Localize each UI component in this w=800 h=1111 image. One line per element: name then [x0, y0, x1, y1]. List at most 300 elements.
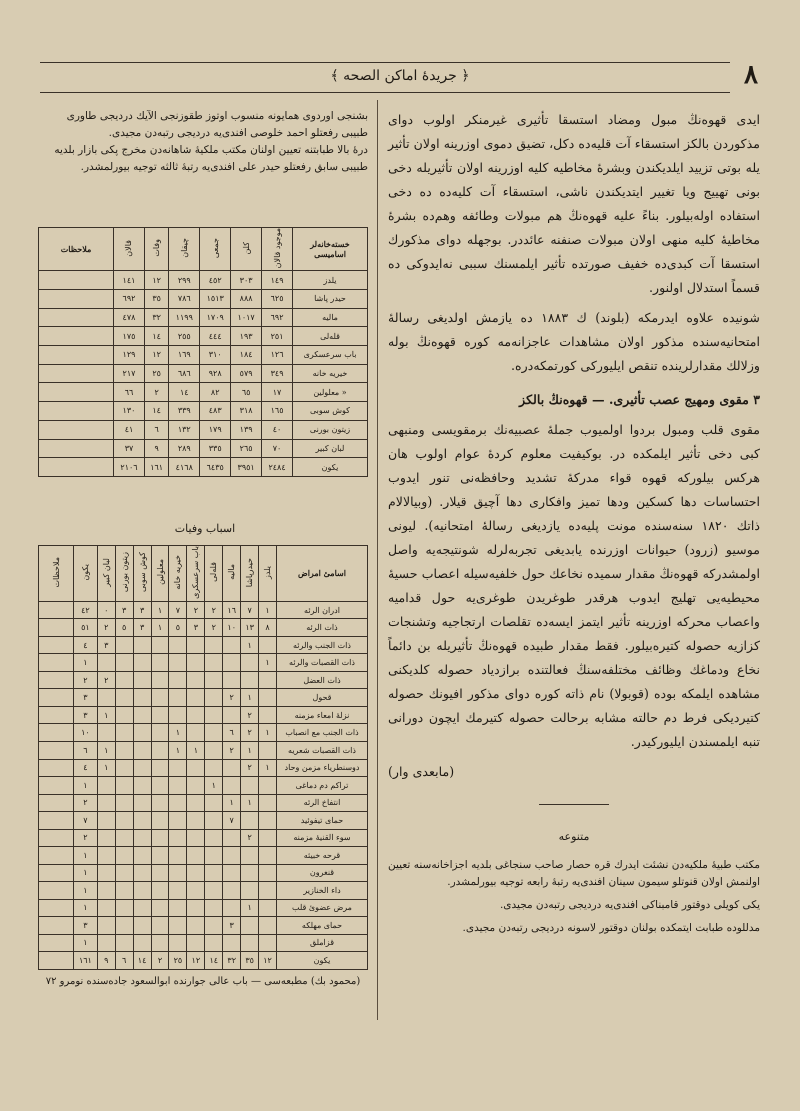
table-row	[39, 952, 368, 970]
table-cell: ٢١٧	[114, 364, 145, 383]
table-cell	[151, 882, 169, 900]
table-row	[39, 308, 368, 327]
table-row	[39, 271, 368, 290]
table-cell	[133, 864, 151, 882]
table-cell	[259, 847, 277, 865]
table-cell	[205, 829, 223, 847]
table-cell	[151, 864, 169, 882]
table-cell	[39, 636, 74, 654]
table-cell: ١	[205, 777, 223, 795]
table-cell	[39, 829, 74, 847]
table-cell	[241, 917, 259, 935]
table-cell: ٦٩٢	[262, 308, 293, 327]
table-cell	[151, 636, 169, 654]
table-cell	[259, 934, 277, 952]
table-cell	[133, 917, 151, 935]
table-row	[39, 934, 368, 952]
table-cell: ٢	[223, 741, 241, 759]
table-row	[39, 759, 368, 777]
table-cell	[187, 829, 205, 847]
table-cell	[133, 706, 151, 724]
table-cell	[151, 829, 169, 847]
table-cell: نزلهٔ امعاء مزمنه	[277, 706, 368, 724]
table-cell: ١	[241, 741, 259, 759]
causes-of-death-table	[38, 545, 368, 970]
table-cell: ١	[241, 689, 259, 707]
table-row	[39, 917, 368, 935]
table-cell: دوسنطرياء مزمن وحاد	[277, 759, 368, 777]
table-cell	[187, 654, 205, 672]
table-cell: ٩	[97, 952, 115, 970]
table-header: زيتون بورنى	[119, 552, 129, 593]
table-cell: ٣٤٩	[262, 364, 293, 383]
table-cell	[39, 706, 74, 724]
table-cell: ١	[259, 654, 277, 672]
table-row	[39, 290, 368, 309]
table-cell	[133, 812, 151, 830]
table-cell: ٦٥	[231, 383, 262, 402]
table-cell	[169, 759, 187, 777]
table-cell	[241, 812, 259, 830]
table-row	[39, 882, 368, 900]
table-cell: ٤٢	[74, 601, 98, 619]
table-cell	[39, 812, 74, 830]
table-cell	[39, 741, 74, 759]
table-cell	[205, 934, 223, 952]
table-cell	[115, 882, 133, 900]
table-cell	[115, 829, 133, 847]
table-cell: ٣	[133, 601, 151, 619]
table-cell: ١٦٩	[169, 346, 200, 365]
table-cell	[133, 636, 151, 654]
table-cell	[115, 794, 133, 812]
table-cell	[259, 812, 277, 830]
note-item: بشنجى اوردوى همايونه منسوب اوتوز طقوزنجى الآيك درديجى طاورى طبيبى رفعتلو احمد خلوصى افندى‌يه درديجى رتبه‌دن مجيدى.	[66, 110, 368, 139]
table-row	[39, 671, 368, 689]
table-cell	[259, 917, 277, 935]
table-cell	[97, 829, 115, 847]
table-cell	[97, 899, 115, 917]
table-cell: ٨٢	[200, 383, 231, 402]
table-cell	[169, 864, 187, 882]
table-cell	[133, 882, 151, 900]
table-cell: ماليه	[293, 308, 368, 327]
table-cell	[151, 741, 169, 759]
table-cell	[259, 689, 277, 707]
table-cell	[151, 812, 169, 830]
table-cell: ١	[259, 759, 277, 777]
table-cell	[115, 847, 133, 865]
column-divider	[377, 100, 378, 1020]
table-header: معلولين	[155, 559, 165, 586]
table-cell	[223, 847, 241, 865]
table-cell: ٣	[74, 706, 98, 724]
table-cell: ١٢	[144, 346, 168, 365]
table-cell: ٢	[97, 619, 115, 637]
table-cell: ٧	[241, 601, 259, 619]
table-cell	[151, 794, 169, 812]
table-cell: يكون	[277, 952, 368, 970]
table-cell	[115, 934, 133, 952]
table-header: وفات	[152, 239, 162, 257]
table-cell	[187, 636, 205, 654]
table-cell: ادران الرئه	[277, 601, 368, 619]
table-cell	[133, 899, 151, 917]
table-cell: ١	[241, 636, 259, 654]
table-cell: ٧	[74, 812, 98, 830]
table-cell: قرحه خبيثه	[277, 847, 368, 865]
table-cell: خيريه خانه	[293, 364, 368, 383]
table-cell	[151, 847, 169, 865]
table-cell	[151, 899, 169, 917]
table-header: جمعى	[210, 238, 220, 259]
table-cell: ١٧٥	[114, 327, 145, 346]
table-cell: ٣٣٥	[200, 439, 231, 458]
table-cell	[169, 899, 187, 917]
article-paragraph: ايدى قهوه‌نڭ مبول ومضاد استسقا تأثيرى غيرمنكر اولوب دوای مذكوردن بالكز استسقاء آت قليه‌ده دكل، تضيق دموى اوزرينه اولان تأثير يله بوتى تزييد ايلديكندن وبشرهٔ مخاطيه كليه اوزرينه اولان تأثيريله دخى بونى تهييج ويا تغيير ايتديكندن ناشى، استسقاء آت كليه‌ده ده دخى استفاده اوله‌بيلور. بناءً عليه قهوه‌نڭ هم مبولات وطائفه وهم‌ده بشرهٔ مخاطيهٔ كليه منهى اولان مبولات صنفنه عائددر. بوجهله دواى مذكورك استسقا آت كبدى‌ده خفيف صورتده تأثير ايلمسنك سببى نه‌ايدوكى ده قسماً استدلال اولنور.	[388, 112, 760, 295]
table-cell	[187, 812, 205, 830]
table-cell: ١	[74, 777, 98, 795]
table-cell	[259, 636, 277, 654]
table-row	[39, 619, 368, 637]
table-row	[39, 327, 368, 346]
table-cell: ١٤	[169, 383, 200, 402]
table-cell	[133, 654, 151, 672]
table-cell: ٣١٠	[200, 346, 231, 365]
table-cell	[169, 689, 187, 707]
table-cell: سوء القنيهٔ مزمنه	[277, 829, 368, 847]
table-cell: ٣	[187, 619, 205, 637]
table-cell: ٢	[241, 759, 259, 777]
table-cell: ٢٥	[144, 364, 168, 383]
table-cell: ٥٧٩	[231, 364, 262, 383]
table-cell	[39, 308, 114, 327]
table-cell	[97, 934, 115, 952]
table-cell	[39, 899, 74, 917]
table-cell	[39, 346, 114, 365]
table-cell: حماى تيفوئيد	[277, 812, 368, 830]
table-cell: ٢	[241, 706, 259, 724]
table-cell	[39, 439, 114, 458]
table-cell: ٦	[223, 724, 241, 742]
table-row	[39, 689, 368, 707]
table-cell	[133, 794, 151, 812]
table-header: ماليه	[227, 564, 237, 581]
article-paragraph: شونيده علاوه ايدرمكه (بلوند) ك ١٨٨٣ ده يازمش اولديغى رسالهٔ امتحانيه‌سنده مذكور اولان مشاهدات عاجزانه‌مه كوره قهوه‌نڭ بوله وزلالك مقدارلرينده تنقص ايليوركى كورتمكه‌دره.	[388, 310, 760, 373]
table-cell: ٦	[144, 420, 168, 439]
table-cell: مرض عضوىٔ قلب	[277, 899, 368, 917]
table-cell: زيتون بورنى	[293, 420, 368, 439]
table-cell: ٩٢٨	[200, 364, 231, 383]
table-cell: ١٢	[259, 952, 277, 970]
continued-note: (مابعدى وار)	[388, 764, 455, 779]
table-cell	[205, 724, 223, 742]
table-cell: ٢	[241, 724, 259, 742]
table-cell	[259, 741, 277, 759]
table-cell	[133, 689, 151, 707]
table-cell: ٢٤٨٤	[262, 458, 293, 477]
table-row	[39, 636, 368, 654]
table-cell: ٨٨٨	[231, 290, 262, 309]
table-cell: ٦٨٦	[169, 364, 200, 383]
table-cell	[39, 794, 74, 812]
table-cell: ١٣	[241, 619, 259, 637]
table-cell: ٤	[74, 636, 98, 654]
table-cell: ٧	[169, 601, 187, 619]
table-cell	[169, 671, 187, 689]
table-cell: ذات العضل	[277, 671, 368, 689]
table-row	[39, 829, 368, 847]
table-cell: ٤٤٤	[200, 327, 231, 346]
journal-title: ﴿ جريدهٔ اماكن الصحه ﴾	[330, 68, 470, 84]
table-cell	[115, 689, 133, 707]
table-cell	[259, 671, 277, 689]
table-cell: ١	[74, 934, 98, 952]
table-cell: ١٧٩	[200, 420, 231, 439]
table-cell	[169, 917, 187, 935]
table-cell	[241, 864, 259, 882]
table-cell: ١٦١	[74, 952, 98, 970]
table-cell: ١	[223, 794, 241, 812]
table-cell: ٢	[187, 601, 205, 619]
table-row	[39, 383, 368, 402]
table-cell: ١١٩٩	[169, 308, 200, 327]
table-row	[39, 458, 368, 477]
table-cell	[205, 741, 223, 759]
table-cell: ٣	[74, 689, 98, 707]
table-cell	[187, 689, 205, 707]
table-cell: ٢	[241, 829, 259, 847]
table-cell	[187, 882, 205, 900]
table-cell	[133, 847, 151, 865]
table-cell	[115, 864, 133, 882]
table-cell: ذات القصبات والرئه	[277, 654, 368, 672]
table-cell	[223, 706, 241, 724]
table-cell	[39, 864, 74, 882]
table-cell	[187, 864, 205, 882]
table-cell	[39, 327, 114, 346]
table-cell	[205, 917, 223, 935]
table-cell: ٢	[223, 689, 241, 707]
table-cell: كوش سوبى	[293, 402, 368, 421]
table-cell: ٦	[115, 952, 133, 970]
table-cell	[169, 812, 187, 830]
table-cell	[115, 706, 133, 724]
table-cell	[259, 777, 277, 795]
table-cell: ٣	[223, 917, 241, 935]
table-cell	[259, 882, 277, 900]
table-cell: ٦٤٣٥	[200, 458, 231, 477]
table-cell	[39, 654, 74, 672]
note-item: درهٔ بالا طبابتنه تعيين اولنان مكتب ملكيهٔ شاهانه‌دن مخرج پكى بازار بلديه طبيبى سابق رفعتلو حيدر على افندى‌يه رتبهٔ ثالثه توجيه بيورلمشدر.	[54, 144, 368, 173]
table-header: ملاحظات	[39, 228, 114, 271]
table-cell	[97, 689, 115, 707]
table-cell: ١	[74, 864, 98, 882]
table-cell: ٣	[133, 619, 151, 637]
table-cell: ٤١٦٨	[169, 458, 200, 477]
table-cell: ٤٥٢	[200, 271, 231, 290]
table-cell: ١٧٠٩	[200, 308, 231, 327]
table-row	[39, 439, 368, 458]
table-cell: ٣٥	[241, 952, 259, 970]
table-cell	[39, 689, 74, 707]
table-cell	[187, 777, 205, 795]
table-cell: ٣	[115, 601, 133, 619]
table-cell	[97, 794, 115, 812]
table-cell	[133, 759, 151, 777]
table-header: چيقان	[179, 238, 189, 259]
header-rule-top	[40, 62, 730, 63]
table-cell: ١٦١	[144, 458, 168, 477]
table-cell	[39, 882, 74, 900]
table-cell: ١	[151, 619, 169, 637]
table-cell: ١٠١٧	[231, 308, 262, 327]
table-header: خيريه خانه	[173, 555, 183, 590]
table-cell: ١	[74, 899, 98, 917]
table-cell: ٣٩٥١	[231, 458, 262, 477]
table-cell: ١	[259, 601, 277, 619]
table-cell: ١٢	[187, 952, 205, 970]
table-cell: ١	[74, 882, 98, 900]
table-cell	[39, 724, 74, 742]
table-cell	[205, 689, 223, 707]
table-cell: ٣١٨	[231, 402, 262, 421]
table-cell: يلدز	[293, 271, 368, 290]
table-cell	[39, 458, 114, 477]
page-header	[40, 58, 760, 94]
table-cell: ١٤	[205, 952, 223, 970]
table-cell: ٠	[97, 601, 115, 619]
table-cell: ١	[187, 741, 205, 759]
table-cell: ١٢	[144, 271, 168, 290]
misc-item: مكتب طبيهٔ ملكيه‌دن نشئت ايدرك قره حصار صاحب سنجاغى بلديه اجزاخانه‌سنه تعيين اولنمش اولان قنوتلو سيمون سينان افندى‌يه رتبهٔ رابعه توجيه بيورلمشدر.	[388, 859, 760, 888]
table-cell	[205, 671, 223, 689]
table-cell: ٥١	[74, 619, 98, 637]
table-cell	[241, 671, 259, 689]
table-cell: ١	[97, 706, 115, 724]
table-cell	[223, 636, 241, 654]
table-cell: ١٢٩	[114, 346, 145, 365]
table-cell: قله‌لى	[293, 327, 368, 346]
table-cell: ١٣٠	[114, 402, 145, 421]
table-cell: ٢١٠٦	[114, 458, 145, 477]
table-cell	[39, 847, 74, 865]
table-cell: ١٦٥	[262, 402, 293, 421]
table-cell: ٤٨٣	[200, 402, 231, 421]
main-article	[388, 108, 760, 943]
table-cell	[115, 759, 133, 777]
table-cell: انتفاخ الرئه	[277, 794, 368, 812]
table-cell: ٩	[144, 439, 168, 458]
table-row	[39, 724, 368, 742]
table-cell	[205, 636, 223, 654]
table-cell: ١	[74, 847, 98, 865]
table-cell	[223, 934, 241, 952]
table-cell	[39, 917, 74, 935]
table-cell	[115, 741, 133, 759]
table-cell: ١٤٩	[262, 271, 293, 290]
table-cell: ١٢٦	[262, 346, 293, 365]
table-cell: ذات الجنب مع انصباب	[277, 724, 368, 742]
table-cell: ٢٦٥	[231, 439, 262, 458]
table-cell	[241, 777, 259, 795]
table-cell: ٣٧	[114, 439, 145, 458]
table-cell	[39, 952, 74, 970]
table-cell	[169, 777, 187, 795]
table-cell: حيدر پاشا	[293, 290, 368, 309]
table-cell: قحول	[277, 689, 368, 707]
table-cell	[151, 934, 169, 952]
table-cell: ١٤	[133, 952, 151, 970]
table-cell: ٤١	[114, 420, 145, 439]
table-cell: ١	[97, 759, 115, 777]
table-cell: ١	[259, 724, 277, 742]
table-header: حيدرپاشا	[245, 557, 255, 588]
table-row	[39, 741, 368, 759]
table-cell	[39, 271, 114, 290]
table-row	[39, 794, 368, 812]
table-header-row	[39, 546, 368, 602]
table-header: لبان كبير	[101, 558, 111, 587]
table-cell	[187, 671, 205, 689]
left-notes	[38, 108, 368, 176]
table-cell: ٦٢٥	[262, 290, 293, 309]
table-header: يكون	[80, 564, 90, 581]
table-row	[39, 864, 368, 882]
table-cell	[259, 899, 277, 917]
table-cell: ٢	[151, 952, 169, 970]
table-header-row	[39, 228, 368, 271]
table-cell: ١٣٩	[231, 420, 262, 439]
table-cell	[241, 847, 259, 865]
table-cell: ٢٥١	[262, 327, 293, 346]
table-cell	[187, 899, 205, 917]
table-cell	[115, 777, 133, 795]
table-cell	[259, 864, 277, 882]
table-cell	[169, 794, 187, 812]
table-cell	[115, 812, 133, 830]
table-cell	[205, 794, 223, 812]
table-cell: باب سرعسكرى	[293, 346, 368, 365]
table-cell	[169, 847, 187, 865]
table-cell: ١٤	[144, 402, 168, 421]
table-cell: ١٠	[74, 724, 98, 742]
table-cell: « معلولين	[293, 383, 368, 402]
table-row	[39, 601, 368, 619]
table-cell	[151, 706, 169, 724]
table-cell: ١٤١	[114, 271, 145, 290]
table-cell	[241, 654, 259, 672]
table-cell	[223, 899, 241, 917]
table-cell	[169, 882, 187, 900]
table-row	[39, 847, 368, 865]
table-cell	[39, 290, 114, 309]
table-cell: ذات القصبات شعريه	[277, 741, 368, 759]
table-cell	[169, 654, 187, 672]
table-cell	[39, 934, 74, 952]
table-cell: ١٦	[223, 601, 241, 619]
table-cell: قزاملق	[277, 934, 368, 952]
table-row	[39, 420, 368, 439]
table-cell: ١	[74, 654, 98, 672]
table-cell: ٢	[74, 671, 98, 689]
table-title: اسباب وفيات	[174, 522, 236, 535]
table-cell	[133, 741, 151, 759]
table-row	[39, 402, 368, 421]
table-cell: لبان كبير	[293, 439, 368, 458]
table-cell	[205, 812, 223, 830]
table-cell: يكون	[293, 458, 368, 477]
